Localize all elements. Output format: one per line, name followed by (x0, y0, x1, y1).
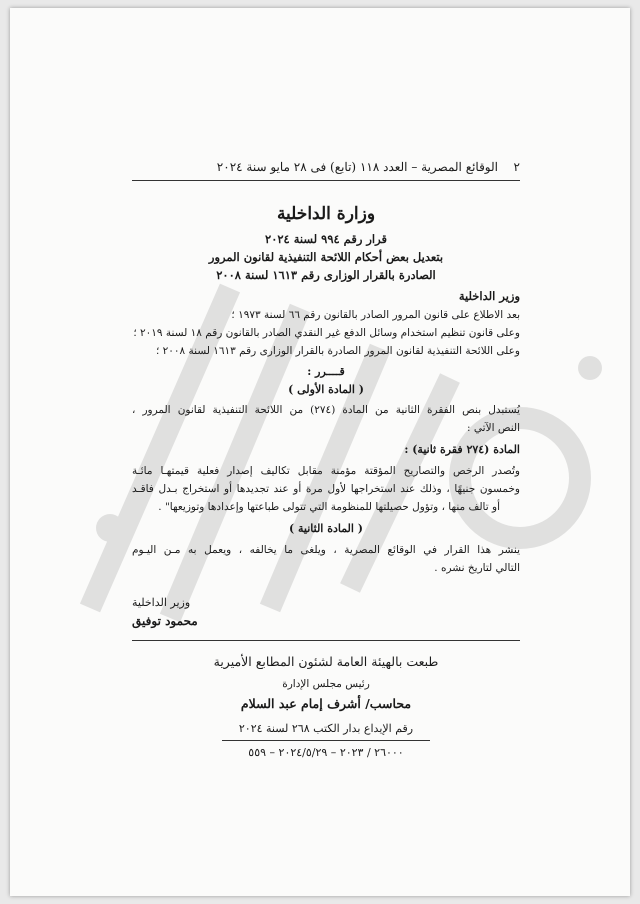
deposit-divider (222, 740, 430, 741)
decree-subject-line-2: الصادرة بالقرار الوزارى رقم ١٦١٣ لسنة ٢٠٠٨ (216, 268, 436, 282)
gazette-title: الوقائع المصرية – العدد ١١٨ (تابع) فى ٢٨ مايو سنة ٢٠٢٤ (216, 160, 498, 174)
deposit-number: رقم الإيداع بدار الكتب ٢٦٨ لسنة ٢٠٢٤ (238, 722, 414, 735)
article-1-text: يُستبدل بنص الفقرة الثانية من المادة (٢٧٤) من اللائحة التنفيذية لقانون المرور ، (132, 404, 520, 416)
article-2-heading: ( المادة الثانية ) (288, 522, 364, 535)
signature-role: وزير الداخلية (132, 596, 191, 609)
article-274-text: وخمسون جنيهًا ، وذلك عند استخراجها لأول مرة أو عند تجديدها أو استخراج بـدل فاقـد (132, 483, 520, 495)
article-274-text: وتُصدر الرخص والتصاريح المؤقتة مؤمنة مقابل تكاليف إصدار فعلية قيمتهـا مائـة (132, 465, 520, 477)
minister-heading: وزير الداخلية (458, 289, 520, 303)
article-274-text: أو تالف منها ، وتؤول حصيلتها للمنظومة التي تتولى طباعتها وإعدادها وتوزيعها" . (158, 501, 500, 513)
printer-line: طبعت بالهيئة العامة لشئون المطابع الأميرية (213, 654, 439, 669)
decree-subject-line-1: بتعديل بعض أحكام اللائحة التنفيذية لقانون المرور (208, 250, 444, 264)
article-2-text: ينشر هذا القرار في الوقائع المصرية ، ويلغى ما يخالفه ، ويعمل به مـن اليـوم (132, 544, 520, 556)
ministry-title: وزارة الداخلية (276, 204, 376, 224)
preamble-line: وعلى قانون تنظيم استخدام وسائل الدفع غير النقدي الصادر بالقانون رقم ١٨ لسنة ٢٠١٩ ؛ (133, 327, 520, 339)
header-divider (132, 180, 520, 181)
page-header (132, 156, 520, 180)
decree-number: قرار رقم ٩٩٤ لسنة ٢٠٢٤ (265, 232, 387, 246)
preamble-line: بعد الاطلاع على قانون المرور الصادر بالقانون رقم ٦٦ لسنة ١٩٧٣ ؛ (231, 309, 520, 321)
document-page (10, 8, 630, 896)
chairman-title: رئيس مجلس الإدارة (282, 678, 370, 690)
watermark-seal (50, 228, 610, 648)
article-274-heading: المادة (٢٧٤ فقرة ثانية) : (404, 443, 520, 456)
footer-divider (132, 640, 520, 641)
preamble-line: وعلى اللائحة التنفيذية لقانون المرور الصادرة بالقرار الوزارى رقم ١٦١٣ لسنة ٢٠٠٨ ؛ (155, 345, 520, 357)
signature-name: محمود توفيق (132, 614, 198, 628)
article-1-text: النص الآتي : (467, 422, 520, 434)
chairman-name: محاسب/ أشرف إمام عبد السلام (240, 696, 412, 711)
page-number: ٢ (513, 160, 520, 174)
article-2-text: التالي لتاريخ نشره . (434, 562, 520, 574)
article-1-heading: ( المادة الأولى ) (288, 383, 364, 396)
print-code: ٢٦٠٠٠ / ٢٠٢٣ – ٢٠٢٤/٥/٢٩ – ٥٥٩ (248, 746, 404, 759)
decided-heading: قــــرر : (307, 365, 345, 378)
